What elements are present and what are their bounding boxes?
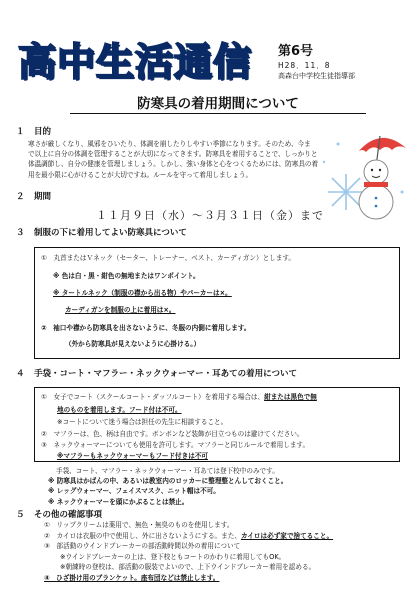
other-rules [44, 520, 333, 584]
issue-date: H28．11．8 [278, 61, 331, 70]
section-number: ４ [16, 369, 25, 379]
section-number: １ [16, 127, 25, 137]
section-title: 目的 [34, 127, 52, 137]
purpose-line: 用を最小限に心がけることが大切ですね。ルールを守って着用しましょう。 [28, 170, 253, 179]
section-title: 期間 [34, 192, 52, 202]
rule-line: 地のものを着用します。フード付は不可。 [57, 406, 182, 414]
rule-line: ② マフラーは、色、柄は自由です。ボンボンなど装飾が目立つものは避けてください。 [41, 430, 304, 438]
period-text: １１月９日（水）～３月３１日（金）まで [96, 209, 324, 222]
section-under-uniform-heading [14, 226, 187, 238]
purpose-line: で以上に自分の体調を管理することが大切になってきます。防寒具を着用することで、しっかりと [28, 150, 318, 159]
section-period-heading [14, 190, 51, 202]
rule-line: ※ タートルネック（制服の襟から出る物）やパーカーは×。 [53, 289, 232, 297]
snowflake-icon [328, 174, 364, 210]
section-outerwear-heading [14, 367, 297, 379]
masthead-title: 高中生活通信 [18, 40, 253, 84]
other-line: ② カイロは衣服の中で使用し、外に出さないようにする。また、カイロは必ず家で捨てること。 [44, 531, 334, 540]
section-other-heading [14, 508, 102, 520]
section-number: ５ [16, 510, 25, 520]
note-line: ※ 防寒具はかばんの中、あるいは教室内のロッカーに整理整とんしておくこと。 [48, 477, 288, 486]
other-line: ④ ひざ掛け用のブランケット。座布団などは禁止します。 [44, 573, 220, 582]
rule-line: ※コートについて迷う場合は担任の先生に相談すること。 [57, 418, 228, 426]
other-line: ③ 部活動のウインドブレーカーの部活動時間以外の着用について [44, 542, 241, 551]
umbrella-icon [358, 138, 406, 152]
rule-line: ① 女子でコート（スクールコート・ダッフルコート）を着用する場合は、紺または黒色で無 [41, 393, 317, 401]
purpose-line: 体温調節し、自分の健康を管理しましょう。しかし、強い身体と心をつくるためには、防寒具の着 [28, 160, 319, 169]
note-line: ※ ネックウォーマーを頭にかぶることは禁止。 [48, 497, 189, 506]
purpose-line: 寒さが厳しくなり、風邪をひいたり、体調を崩したりしやすい季節になります。そのため、今ま [28, 140, 311, 148]
under-uniform-rules-box [34, 247, 400, 359]
masthead [18, 40, 258, 84]
section-title: その他の確認事項 [34, 510, 103, 520]
rule-line: ※ 色は白・黒・紺色の無地またはワンポイント。 [53, 272, 200, 280]
other-line: ※ウインドブレーカーの上は、登下校ともコートのかわりに着用してもOK。 [60, 552, 286, 561]
rule-line: ① 丸首またはＶネック（セーター、トレーナー、ベスト、カーディガン）とします。 [41, 254, 296, 262]
purpose-paragraph [28, 139, 318, 180]
other-line: ※朝練時の登校は、部活動の服装でよいので、上下ウインドブレーカー着用を認める。 [60, 563, 316, 572]
issue-department: 高森台中学校生徒指導部 [278, 72, 355, 80]
outerwear-rules-box [34, 387, 400, 462]
headline: 防寒具の着用期間について [70, 94, 366, 114]
section-number: ３ [16, 228, 25, 238]
rule-line: （外から防寒具が見えないように心掛ける。） [65, 340, 201, 348]
note-line: ※ レッグウォーマー、フェイスマスク、ニット帽は不可。 [48, 487, 220, 496]
rule-line: カーディガンを制服の上に着用は×。 [65, 306, 176, 314]
rule-line: ③ ネックウォーマーについても使用を許可します。マフラーと同じルールで着用します。 [41, 441, 310, 449]
issue-number: 第6号 [278, 44, 314, 59]
section-number: ２ [16, 192, 25, 202]
rule-line: ※マフラーもネックウォーマーもフード付きは不可 [57, 452, 209, 460]
section-title: 手袋・コート・マフラー・ネックウォーマー・耳あての着用について [34, 369, 297, 379]
section-title: 制服の下に着用してよい防寒具について [34, 228, 187, 238]
outerwear-notes [48, 466, 287, 507]
snowman-illustration [318, 122, 414, 232]
section-purpose-heading [14, 125, 51, 137]
other-line: ① リップクリームは薬用で、無色・無臭のものを使用します。 [44, 521, 234, 529]
note-line: 手袋、コート、マフラー・ネックウォーマー・耳あては登下校中のみです。 [56, 467, 279, 475]
rule-line: ② 袖口や襟から防寒具を出さないように、冬服の内側に着用します。 [41, 324, 251, 332]
